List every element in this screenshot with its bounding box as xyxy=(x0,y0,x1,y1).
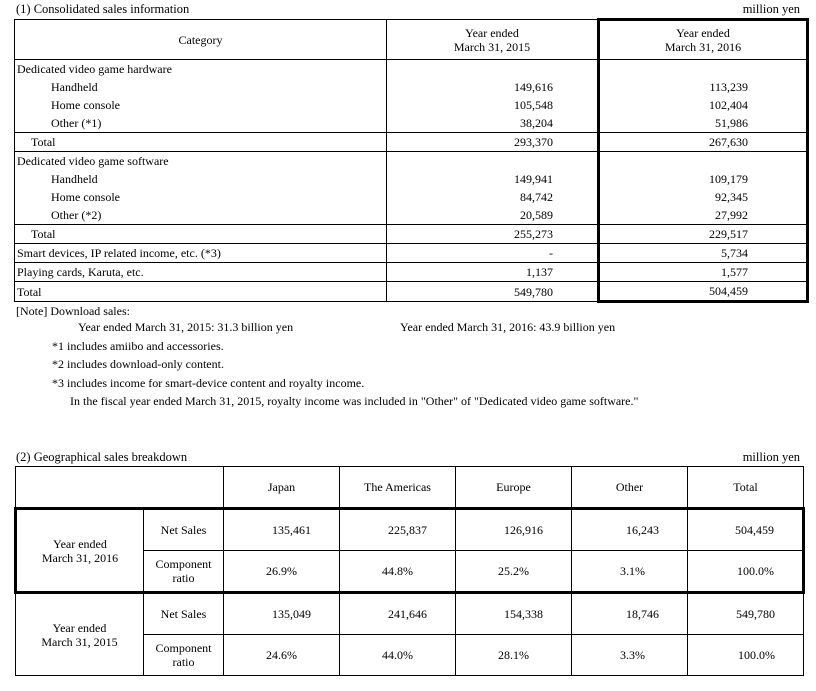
row-label: Other (*2) xyxy=(15,206,387,225)
cell-2016: 267,630 xyxy=(599,133,808,152)
cell-2015: 1,137 xyxy=(387,263,599,282)
cell-total: 100.0% xyxy=(688,635,804,676)
component-ratio-label: Component ratio xyxy=(144,551,224,593)
cell-2015: 38,204 xyxy=(387,114,599,133)
cell-japan: 135,049 xyxy=(224,593,340,635)
net-sales-label: Net Sales xyxy=(144,593,224,635)
note-3-detail: In the fiscal year ended March 31, 2015, royalty income was included in "Other" of "Dedicated video game software." xyxy=(70,394,639,408)
cell-2015: 84,742 xyxy=(387,188,599,206)
row-label: Home console xyxy=(15,96,387,114)
cell-2016 xyxy=(599,152,808,171)
cell-americas: 44.8% xyxy=(340,551,456,593)
table-row xyxy=(15,188,808,206)
cell-japan: 26.9% xyxy=(224,551,340,593)
cell-other: 3.1% xyxy=(572,551,688,593)
table-row xyxy=(16,509,804,551)
table-row xyxy=(16,593,804,635)
cell-2016: 109,179 xyxy=(599,170,808,188)
header-blank xyxy=(16,467,224,509)
cell-2016: 1,577 xyxy=(599,263,808,282)
note-3: *3 includes income for smart-device content and royalty income. xyxy=(52,376,365,390)
section1-title: (1) Consolidated sales information xyxy=(16,2,190,16)
cell-other: 18,746 xyxy=(572,593,688,635)
header-total: Total xyxy=(688,467,804,509)
table-row xyxy=(15,263,808,282)
cell-2015: 105,548 xyxy=(387,96,599,114)
cell-2016: 27,992 xyxy=(599,206,808,225)
table-row xyxy=(15,170,808,188)
table-row xyxy=(15,244,808,263)
row-label: Handheld xyxy=(15,170,387,188)
header-category: Category xyxy=(15,20,387,60)
cell-2015: 20,589 xyxy=(387,206,599,225)
row-label: Dedicated video game software xyxy=(15,152,387,171)
cell-2015: 149,941 xyxy=(387,170,599,188)
cell-total: 504,459 xyxy=(688,509,804,551)
cell-other: 3.3% xyxy=(572,635,688,676)
cell-americas: 241,646 xyxy=(340,593,456,635)
cell-japan: 135,461 xyxy=(224,509,340,551)
cell-americas: 225,837 xyxy=(340,509,456,551)
section2-unit: million yen xyxy=(742,450,800,464)
cell-2015: - xyxy=(387,244,599,263)
cell-europe: 28.1% xyxy=(456,635,572,676)
section2-title: (2) Geographical sales breakdown xyxy=(16,450,188,464)
cell-2016: 51,986 xyxy=(599,114,808,133)
row-label: Total xyxy=(15,225,387,244)
cell-japan: 24.6% xyxy=(224,635,340,676)
cell-2015: 149,616 xyxy=(387,78,599,96)
row-label: Dedicated video game hardware xyxy=(15,60,387,79)
header-americas: The Americas xyxy=(340,467,456,509)
cell-2015: 255,273 xyxy=(387,225,599,244)
cell-2015: 549,780 xyxy=(387,282,599,302)
table-row-grand-total xyxy=(15,282,808,302)
header-europe: Europe xyxy=(456,467,572,509)
table-row xyxy=(15,133,808,152)
table-row xyxy=(15,96,808,114)
note-2: *2 includes download-only content. xyxy=(52,357,224,371)
cell-americas: 44.0% xyxy=(340,635,456,676)
row-label: Handheld xyxy=(15,78,387,96)
row-label: Other (*1) xyxy=(15,114,387,133)
row-label: Total xyxy=(15,133,387,152)
cell-other: 16,243 xyxy=(572,509,688,551)
table-row xyxy=(15,60,808,79)
section1-unit: million yen xyxy=(742,2,800,16)
cell-2016: 92,345 xyxy=(599,188,808,206)
header-year-2015: Year ended March 31, 2015 xyxy=(387,20,599,60)
cell-2016 xyxy=(599,60,808,79)
year-label-2016: Year ended March 31, 2016 xyxy=(16,509,144,593)
cell-total: 549,780 xyxy=(688,593,804,635)
note-download-2015: Year ended March 31, 2015: 31.3 billion yen xyxy=(78,320,294,334)
header-japan: Japan xyxy=(224,467,340,509)
header-year-2016: Year ended March 31, 2016 xyxy=(599,20,808,60)
table-row xyxy=(15,152,808,171)
row-label: Smart devices, IP related income, etc. (*3) xyxy=(15,244,387,263)
cell-europe: 154,338 xyxy=(456,593,572,635)
cell-2016: 102,404 xyxy=(599,96,808,114)
year-label-2015: Year ended March 31, 2015 xyxy=(16,593,144,676)
geographical-sales-table xyxy=(14,466,805,676)
table-header-row xyxy=(16,467,804,509)
note-download-2016: Year ended March 31, 2016: 43.9 billion yen xyxy=(400,320,616,334)
consolidated-sales-table xyxy=(14,18,809,303)
note-download-label: [Note] Download sales: xyxy=(16,304,130,318)
table-row xyxy=(15,225,808,244)
net-sales-label: Net Sales xyxy=(144,509,224,551)
table-row xyxy=(15,114,808,133)
table-header-row xyxy=(15,20,808,60)
row-label: Playing cards, Karuta, etc. xyxy=(15,263,387,282)
note-1: *1 includes amiibo and accessories. xyxy=(52,339,224,353)
cell-2016: 504,459 xyxy=(599,282,808,302)
cell-2015 xyxy=(387,60,599,79)
cell-total: 100.0% xyxy=(688,551,804,593)
cell-2016: 5,734 xyxy=(599,244,808,263)
cell-europe: 25.2% xyxy=(456,551,572,593)
cell-2015 xyxy=(387,152,599,171)
header-other: Other xyxy=(572,467,688,509)
cell-2015: 293,370 xyxy=(387,133,599,152)
cell-2016: 229,517 xyxy=(599,225,808,244)
cell-europe: 126,916 xyxy=(456,509,572,551)
table-row xyxy=(15,206,808,225)
row-label: Home console xyxy=(15,188,387,206)
table-row xyxy=(15,78,808,96)
cell-2016: 113,239 xyxy=(599,78,808,96)
row-label: Total xyxy=(15,282,387,302)
component-ratio-label: Component ratio xyxy=(144,635,224,676)
